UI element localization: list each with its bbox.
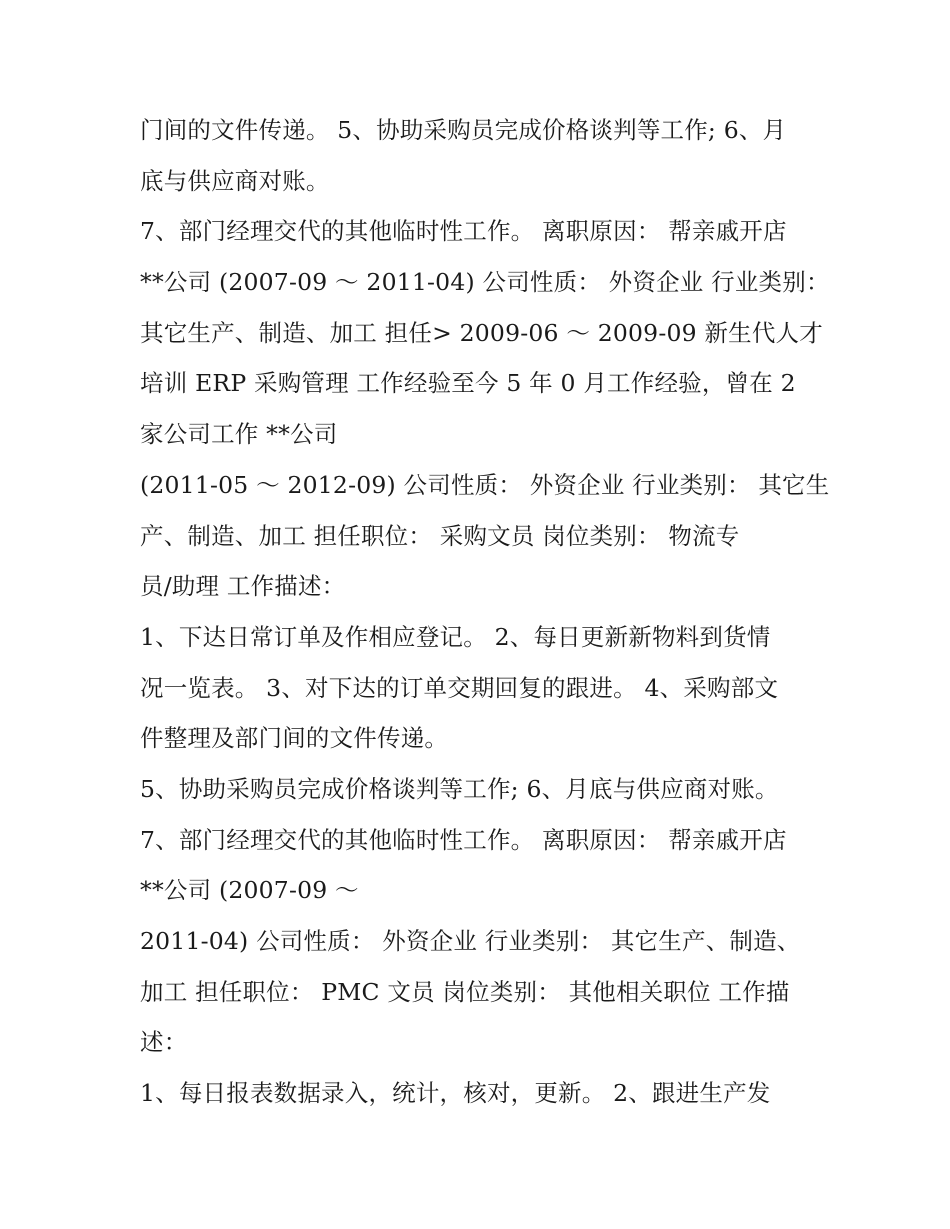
text-line: 件整理及部门间的文件传递。 (140, 724, 449, 753)
text-line: 门间的文件传递。 5、协助采购员完成价格谈判等工作; 6、月 (140, 116, 787, 144)
text-line: 况一览表。 3、对下达的订单交期回复的跟进。 4、采购部文 (140, 673, 779, 702)
text-line: 7、部门经理交代的其他临时性工作。 离职原因： 帮亲戚开店 (140, 825, 787, 854)
text-line: 底与供应商对账。 (140, 166, 330, 195)
text-line: 家公司工作 **公司 (140, 420, 338, 449)
text-line: 加工 担任职位： PMC 文员 岗位类别： 其他相关职位 工作描 (140, 977, 790, 1006)
text-line: **公司 (2007-09 ～ (140, 876, 359, 905)
text-line: 2011-04) 公司性质： 外资企业 行业类别： 其它生产、制造、 (140, 927, 801, 955)
text-line: 其它生产、制造、加工 担任> 2009-06 ～ 2009-09 新生代人才 (140, 318, 823, 347)
text-line: 培训 ERP 采购管理 工作经验至今 5 年 0 月工作经验，曾在 2 (140, 369, 796, 398)
text-line: 5、协助采购员完成价格谈判等工作; 6、月底与供应商对账。 (140, 774, 779, 803)
text-line: (2011-05 ～ 2012-09) 公司性质： 外资企业 行业类别： 其它生 (140, 470, 830, 499)
text-line: 产、制造、加工 担任职位： 采购文员 岗位类别： 物流专 (140, 521, 740, 550)
text-line: 7、部门经理交代的其他临时性工作。 离职原因： 帮亲戚开店 (140, 217, 787, 246)
text-line: 1、每日报表数据录入，统计，核对，更新。 2、跟进生产发 (140, 1079, 771, 1108)
text-line: 1、下达日常订单及作相应登记。 2、每日更新新物料到货情 (140, 622, 771, 651)
document-body (140, 105, 830, 1119)
text-line: 述： (140, 1028, 188, 1057)
text-line: **公司 (2007-09 ～ 2011-04) 公司性质： 外资企业 行业类别： (140, 268, 830, 297)
text-line: 员/助理 工作描述： (140, 572, 346, 601)
